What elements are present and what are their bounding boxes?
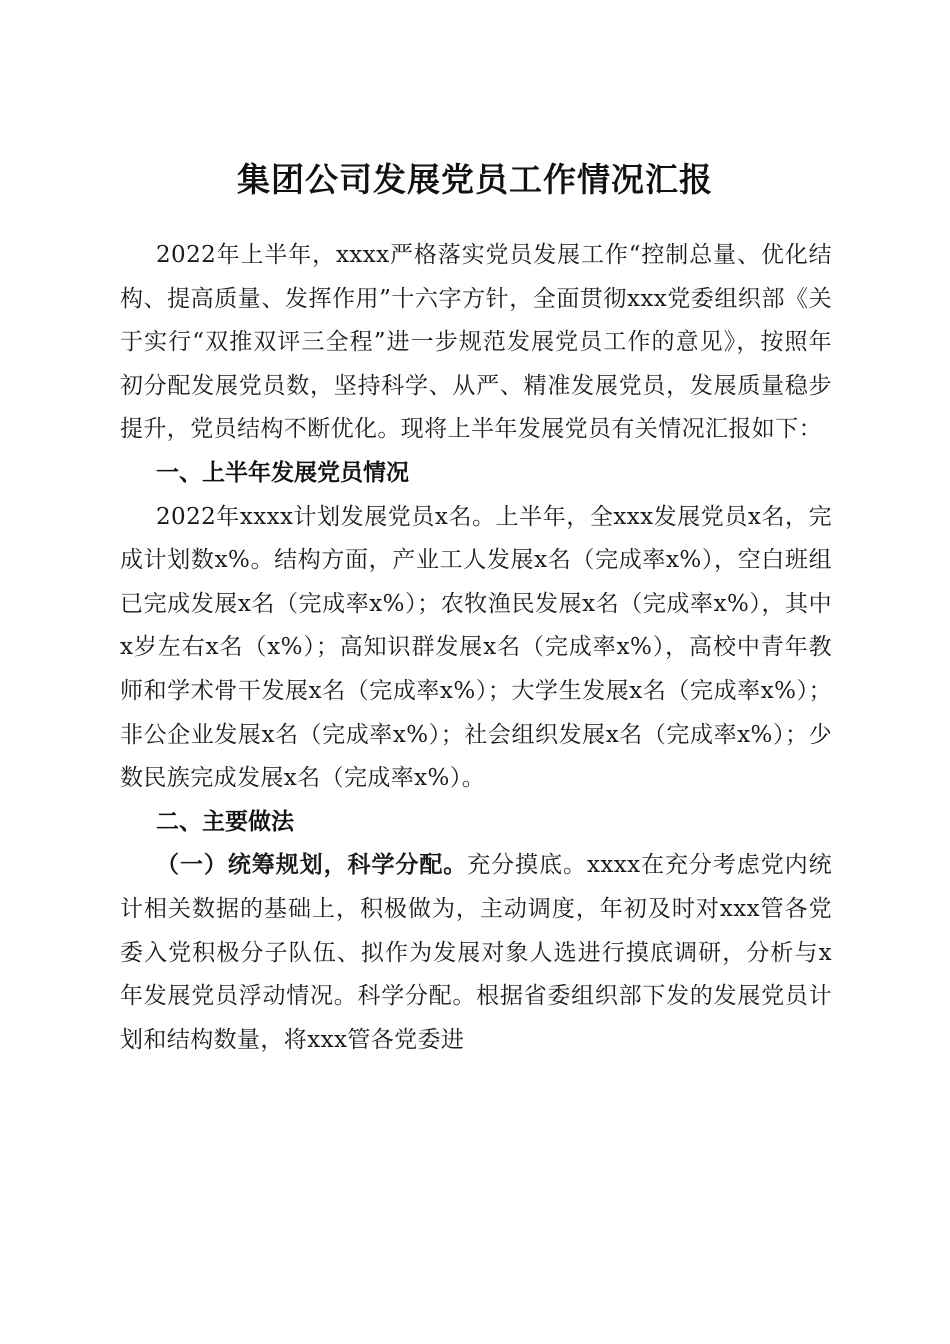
document-body <box>120 234 832 1062</box>
section-1-paragraph: 2022年xxxx计划发展党员x名。上半年，全xxx发展党员x名，完成计划数x%。结构方面，产业工人发展x名（完成率x%），空白班组已完成发展x名（完成率x%）；农牧渔民发展x名（完成率x%），其中x岁左右x名（x%）；高知识群发展x名（完成率x%），高校中青年教师和学术骨干发展x名（完成率x%）；大学生发展x名（完成率x%）；非公企业发展x名（完成率x%）；社会组织发展x名（完成率x%）；少数民族完成发展x名（完成率x%）。 <box>120 503 832 792</box>
section-2-heading: 二、主要做法 <box>156 808 294 835</box>
document-title: 集团公司发展党员工作情况汇报 <box>237 160 713 200</box>
section-2-sub-1-text: 充分摸底。xxxx在充分考虑党内统计相关数据的基础上，积极做为，主动调度，年初及时对xxx管各党委入党积极分子队伍、拟作为发展对象人选进行摸底调研，分析与x年发展党员浮动情况。科学分配。根据省委组织部下发的发展党员计划和结构数量，将xxx管各党委进 <box>120 852 833 1053</box>
section-2-sub-1-label: （一）统筹规划，科学分配。 <box>156 852 468 879</box>
section-2-sub-1-paragraph <box>120 844 832 1062</box>
intro-paragraph: 2022年上半年，xxxx严格落实党员发展工作“控制总量、优化结构、提高质量、发挥作用”十六字方针，全面贯彻xxx党委组织部《关于实行“双推双评三全程”进一步规范发展党员工作的意见》，按照年初分配发展党员数，坚持科学、从严、精准发展党员，发展质量稳步提升，党员结构不断优化。现将上半年发展党员有关情况汇报如下： <box>120 242 832 443</box>
section-1-heading: 一、上半年发展党员情况 <box>156 459 409 486</box>
